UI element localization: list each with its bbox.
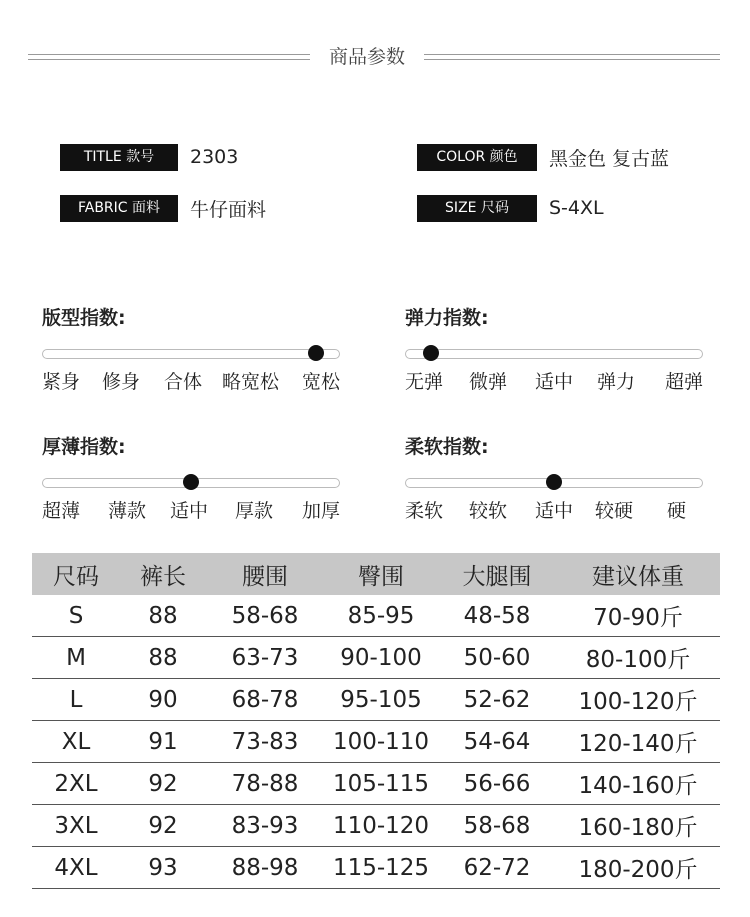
- index-fit-option: 宽松: [302, 371, 341, 393]
- param-color-value: 黑金色 复古蓝: [549, 147, 670, 170]
- index-softness-option: 柔软: [405, 500, 444, 522]
- index-thickness-option: 厚款: [235, 500, 274, 522]
- table-cell: 56-66: [438, 763, 556, 805]
- table-row: [32, 763, 720, 805]
- size-table: [32, 553, 720, 889]
- table-cell: 180-200斤: [556, 847, 720, 889]
- index-fit-option: 略宽松: [222, 371, 280, 393]
- index-thickness-label: 厚薄指数:: [42, 436, 126, 458]
- param-title-value: 2303: [190, 146, 239, 168]
- table-cell: 73-83: [206, 721, 324, 763]
- table-cell: L: [32, 679, 120, 721]
- index-fit-option: 修身: [102, 371, 141, 393]
- param-fabric-tag: FABRIC 面料: [60, 195, 178, 222]
- table-cell: 52-62: [438, 679, 556, 721]
- index-thickness: [42, 434, 352, 522]
- table-cell: 88: [120, 595, 206, 637]
- param-color-tag: COLOR 颜色: [417, 144, 537, 171]
- table-cell: 2XL: [32, 763, 120, 805]
- table-header-cell: 大腿围: [438, 553, 556, 595]
- table-cell: 63-73: [206, 637, 324, 679]
- table-header-cell: 建议体重: [556, 553, 720, 595]
- table-row: [32, 679, 720, 721]
- table-cell: S: [32, 595, 120, 637]
- param-color: [417, 142, 669, 172]
- table-cell: 78-88: [206, 763, 324, 805]
- table-cell: M: [32, 637, 120, 679]
- param-title: [60, 142, 238, 172]
- index-fit: [42, 305, 352, 393]
- table-cell: 54-64: [438, 721, 556, 763]
- table-cell: 88: [120, 637, 206, 679]
- index-elasticity-option: 弹力: [597, 371, 636, 393]
- index-softness: [405, 434, 715, 522]
- index-fit-option: 合体: [164, 371, 203, 393]
- table-cell: 50-60: [438, 637, 556, 679]
- param-title-tag: TITLE 款号: [60, 144, 178, 171]
- table-cell: 91: [120, 721, 206, 763]
- section-title: 商品参数: [328, 46, 405, 68]
- table-cell: 68-78: [206, 679, 324, 721]
- table-cell: 95-105: [324, 679, 438, 721]
- index-fit-label: 版型指数:: [42, 307, 126, 329]
- param-size-value: S-4XL: [549, 197, 604, 219]
- table-row: [32, 805, 720, 847]
- table-cell: 90: [120, 679, 206, 721]
- table-cell: 115-125: [324, 847, 438, 889]
- index-elasticity-label: 弹力指数:: [405, 307, 489, 329]
- table-cell: 58-68: [206, 595, 324, 637]
- index-softness-label: 柔软指数:: [405, 436, 489, 458]
- index-softness-option: 较软: [469, 500, 508, 522]
- table-cell: 92: [120, 763, 206, 805]
- index-softness-option: 适中: [535, 500, 574, 522]
- param-size-tag: SIZE 尺码: [417, 195, 537, 222]
- table-cell: 160-180斤: [556, 805, 720, 847]
- index-thickness-marker: [183, 474, 199, 490]
- table-cell: 92: [120, 805, 206, 847]
- table-header-cell: 腰围: [206, 553, 324, 595]
- table-cell: 80-100斤: [556, 637, 720, 679]
- table-header-cell: 尺码: [32, 553, 120, 595]
- index-elasticity-option: 无弹: [405, 371, 444, 393]
- table-row: [32, 595, 720, 637]
- table-header-row: [32, 553, 720, 595]
- index-elasticity-marker: [423, 345, 439, 361]
- table-header-cell: 臀围: [324, 553, 438, 595]
- index-thickness-option: 适中: [170, 500, 209, 522]
- section-header: [0, 36, 750, 76]
- index-elasticity: [405, 305, 715, 393]
- index-thickness-option: 加厚: [302, 500, 341, 522]
- table-cell: 58-68: [438, 805, 556, 847]
- param-fabric-value: 牛仔面料: [190, 198, 267, 221]
- param-fabric: [60, 193, 266, 223]
- table-cell: 105-115: [324, 763, 438, 805]
- table-cell: 140-160斤: [556, 763, 720, 805]
- table-cell: 93: [120, 847, 206, 889]
- table-cell: 85-95: [324, 595, 438, 637]
- param-size: [417, 193, 604, 223]
- index-elasticity-option: 微弹: [469, 371, 508, 393]
- index-fit-marker: [308, 345, 324, 361]
- index-elasticity-track: [405, 349, 703, 359]
- index-fit-option: 紧身: [42, 371, 81, 393]
- index-thickness-option: 薄款: [108, 500, 147, 522]
- table-row: [32, 847, 720, 889]
- header-divider-right: [424, 54, 720, 60]
- table-cell: 70-90斤: [556, 595, 720, 637]
- table-cell: 4XL: [32, 847, 120, 889]
- table-cell: 100-110: [324, 721, 438, 763]
- index-softness-option: 较硬: [595, 500, 634, 522]
- index-softness-marker: [546, 474, 562, 490]
- table-cell: 90-100: [324, 637, 438, 679]
- table-cell: 83-93: [206, 805, 324, 847]
- table-cell: 88-98: [206, 847, 324, 889]
- index-softness-option: 硬: [667, 500, 687, 522]
- table-cell: 110-120: [324, 805, 438, 847]
- table-cell: 62-72: [438, 847, 556, 889]
- table-cell: XL: [32, 721, 120, 763]
- table-cell: 120-140斤: [556, 721, 720, 763]
- table-cell: 3XL: [32, 805, 120, 847]
- index-elasticity-option: 适中: [535, 371, 574, 393]
- table-header-cell: 裤长: [120, 553, 206, 595]
- header-divider-left: [28, 54, 310, 60]
- index-thickness-option: 超薄: [42, 500, 81, 522]
- table-cell: 100-120斤: [556, 679, 720, 721]
- table-row: [32, 637, 720, 679]
- index-fit-track: [42, 349, 340, 359]
- table-cell: 48-58: [438, 595, 556, 637]
- index-elasticity-option: 超弹: [665, 371, 704, 393]
- table-row: [32, 721, 720, 763]
